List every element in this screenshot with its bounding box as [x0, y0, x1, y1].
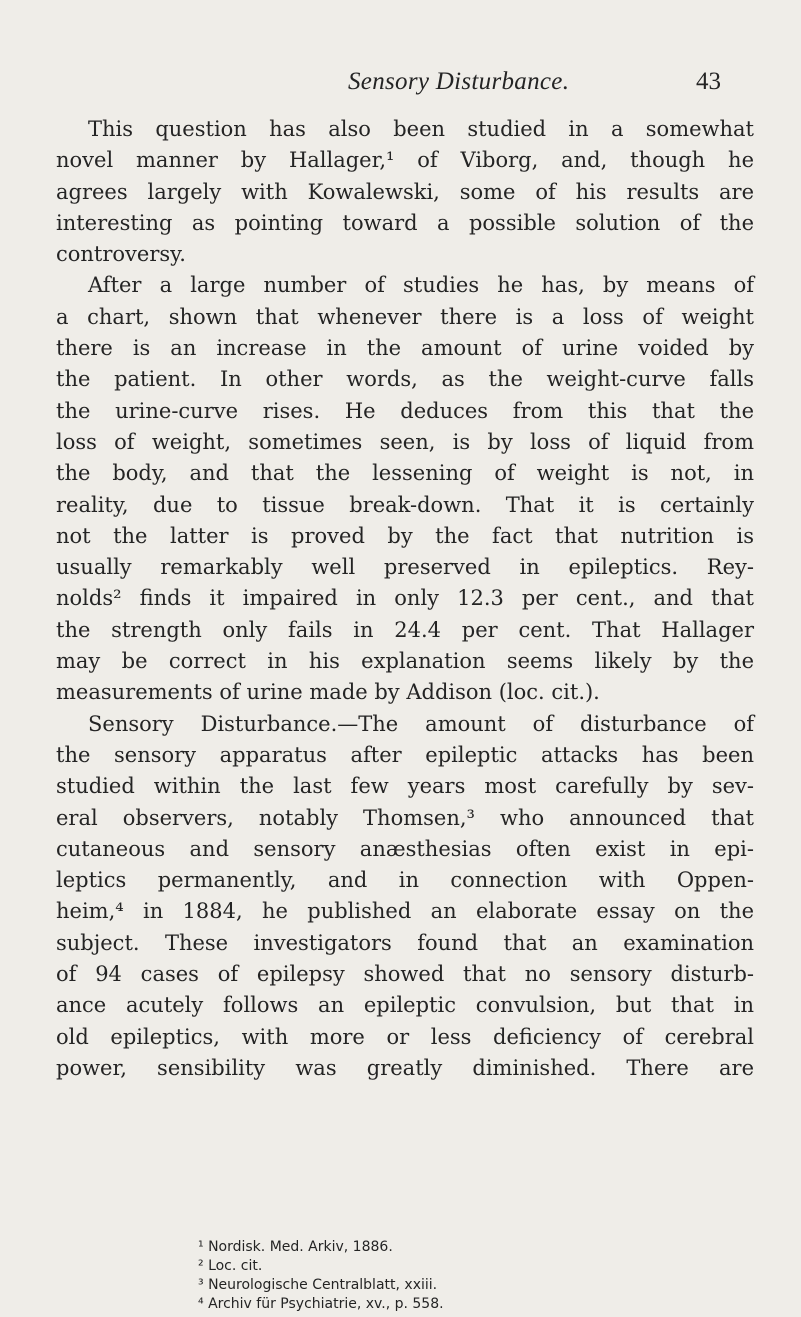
running-head: Sensory Disturbance.	[348, 68, 570, 95]
text-line: novel manner by Hallager,¹ of Viborg, and, though he	[56, 148, 754, 173]
text-line: agrees largely with Kowalewski, some of his results are	[56, 179, 754, 204]
text-line: the patient. In other words, as the weight-curve falls	[56, 367, 754, 392]
text-line: power, sensibility was greatly diminished. There are	[56, 1055, 754, 1080]
text-line: not the latter is proved by the fact that nutrition is	[56, 523, 754, 548]
text-line: usually remarkably well preserved in epileptics. Rey-	[56, 555, 754, 580]
text-line: nolds² finds it impaired in only 12.3 per cent., and that	[56, 586, 754, 611]
text-line: there is an increase in the amount of urine voided by	[56, 336, 754, 361]
text-line: of 94 cases of epilepsy showed that no sensory disturb-	[56, 962, 754, 987]
text-line: This question has also been studied in a somewhat	[88, 117, 754, 141]
text-line: After a large number of studies he has, by means of	[88, 273, 754, 298]
text-line: studied within the last few years most carefully by sev-	[56, 774, 754, 799]
text-line: the urine-curve rises. He deduces from this that the	[56, 398, 754, 423]
text-line: subject. These investigators found that an examination	[56, 930, 754, 955]
text-line: leptics permanently, and in connection with Oppen-	[56, 868, 754, 893]
footnotes	[198, 1238, 698, 1314]
footnote: ¹ Nordisk. Med. Arkiv, 1886.	[198, 1239, 393, 1255]
text-line: the strength only fails in 24.4 per cent. That Hallager	[56, 617, 754, 642]
text-line: cutaneous and sensory anæsthesias often exist in epi-	[56, 836, 754, 861]
footnote: ⁴ Archiv für Psychiatrie, xv., p. 558.	[198, 1296, 444, 1312]
text-line: the sensory apparatus after epileptic attacks has been	[56, 742, 754, 767]
text-line: controversy.	[56, 242, 186, 267]
body-text	[56, 114, 754, 1084]
text-line: reality, due to tissue break-down. That it is certainly	[56, 492, 754, 517]
page-number: 43	[696, 68, 721, 95]
footnote: ³ Neurologische Centralblatt, xxiii.	[198, 1277, 438, 1293]
text-line: measurements of urine made by Addison (loc. cit.).	[56, 680, 600, 705]
text-line: a chart, shown that whenever there is a loss of weight	[56, 304, 754, 329]
text-line: old epileptics, with more or less deficiency of cerebral	[56, 1024, 754, 1049]
text-line: may be correct in his explanation seems likely by the	[56, 649, 754, 674]
text-line: the body, and that the lessening of weight is not, in	[56, 461, 754, 486]
text-line: Sensory Disturbance.—The amount of disturbance of	[88, 711, 754, 736]
text-line: interesting as pointing toward a possible solution of the	[56, 210, 754, 235]
text-line: eral observers, notably Thomsen,³ who announced that	[56, 805, 754, 830]
text-line: ance acutely follows an epileptic convulsion, but that in	[56, 993, 754, 1018]
page-header	[0, 66, 801, 100]
text-line: loss of weight, sometimes seen, is by loss of liquid from	[56, 429, 754, 454]
footnote: ² Loc. cit.	[198, 1258, 263, 1274]
text-line: heim,⁴ in 1884, he published an elaborate essay on the	[56, 899, 754, 924]
